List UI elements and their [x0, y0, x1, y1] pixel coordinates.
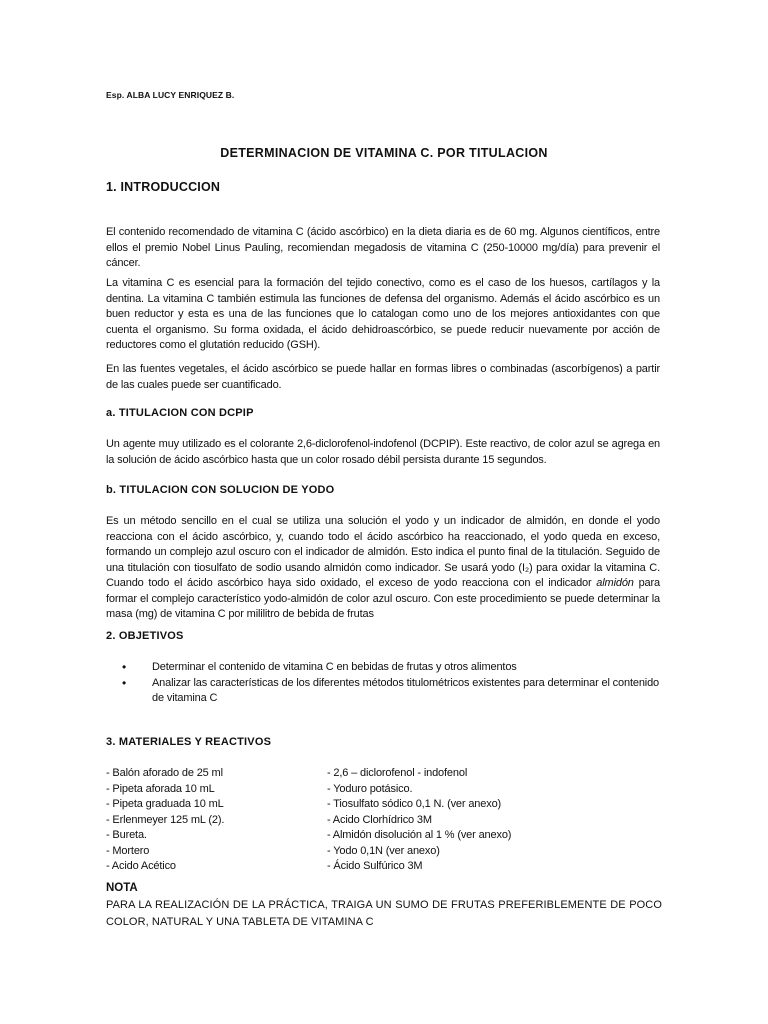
intro-paragraph-3: En las fuentes vegetales, el ácido ascórbico se puede hallar en formas libres o combinadas (ascorbígenos) a partir de las cuales puede ser cuantificado. — [106, 363, 660, 391]
yodo-paragraph-part2: para formar el complejo característico yodo-almidón de color azul oscuro. Con este procedimiento se puede determinar la masa (mg) de vitamina C por mililitro de bebida de frutas — [106, 577, 660, 620]
yodo-paragraph-italic: almidón — [596, 577, 634, 589]
heading-titulacion-yodo: b. TITULACION CON SOLUCION DE YODO — [106, 484, 335, 496]
heading-titulacion-dcpip: a. TITULACION CON DCPIP — [106, 407, 254, 419]
list-item: - Acido Acético — [106, 860, 176, 872]
list-item: - Tiosulfato sódico 0,1 N. (ver anexo) — [327, 798, 502, 810]
intro-paragraph-2: La vitamina C es esencial para la formación del tejido conectivo, como es el caso de los huesos, cartílagos y la dentina. La vitamina C también estimula las funciones de defensa del organismo. Además el ácido ascórbico es un buen reductor y esta es una de las funciones que lo catalogan como uno de los mejores antioxidantes con que cuenta el organismo. Su forma oxidada, el ácido dehidroascórbico, se puede reducir nuevamente por acción de reductores como el glutatión reducido (GSH). — [106, 277, 660, 351]
nota-heading: NOTA — [106, 882, 138, 894]
heading-objetivos: 2. OBJETIVOS — [106, 630, 184, 642]
yodo-paragraph — [106, 514, 660, 623]
list-item: - Ácido Sulfúrico 3M — [327, 860, 423, 872]
list-item: - Acido Clorhídrico 3M — [327, 813, 432, 826]
list-item: - Bureta. — [106, 829, 147, 841]
list-item: - Yoduro potásico. — [327, 782, 413, 795]
nota-text: PARA LA REALIZACIÓN DE LA PRÁCTICA, TRAIGA UN SUMO DE FRUTAS PREFERIBLEMENTE DE POCO COLOR, NATURAL Y UNA TABLETA DE VITAMINA C — [106, 899, 662, 928]
materiales-list — [106, 766, 224, 875]
list-item: - Pipeta aforada 10 mL — [106, 782, 215, 795]
dcpip-paragraph: Un agente muy utilizado es el colorante 2,6-diclorofenol-indofenol (DCPIP). Este reactivo, de color azul se agrega en la solución de ácido ascórbico hasta que un color rosado débil persista durante 15 segundos. — [106, 438, 660, 466]
list-item: - 2,6 – diclorofenol - indofenol — [327, 767, 468, 779]
yodo-paragraph-part1: Es un método sencillo en el cual se utiliza una solución el yodo y un indicador de almidón, en donde el yodo reacciona con el ácido ascórbico, y, cuando todo el ácido ascórbico ha reaccionado, el yodo queda en exceso, formando un complejo azul oscuro con el indicador de almidón. Esto indica el punto final de la titulación. Seguido de una titulación con tiosulfato de sodio usando almidón como indicador. Se usará yodo (I₂) para oxidar la vitamina C. Cuando todo el ácido ascórbico haya sido oxidado, el exceso de yodo reacciona con el indicador — [106, 515, 660, 589]
list-item: - Erlenmeyer 125 mL (2). — [106, 813, 225, 826]
list-item: - Balón aforado de 25 ml — [106, 767, 223, 779]
list-item: - Mortero — [106, 844, 150, 857]
list-item: - Yodo 0,1N (ver anexo) — [327, 844, 440, 857]
intro-paragraph-1: El contenido recomendado de vitamina C (ácido ascórbico) en la dieta diaria es de 60 mg. Algunos científicos, entre ellos el premio Nobel Linus Pauling, recomiendan megadosis de vitamina C (250-10000 mg/día) para prevenir el cáncer. — [106, 226, 660, 269]
list-item: • Determinar el contenido de vitamina C en bebidas de frutas y otros alimentos — [122, 660, 662, 676]
heading-introduccion: 1. INTRODUCCION — [106, 180, 221, 194]
list-item: - Almidón disolución al 1 % (ver anexo) — [327, 829, 512, 841]
author-name: Esp. ALBA LUCY ENRIQUEZ B. — [106, 90, 235, 100]
reactivos-list — [327, 766, 511, 875]
objetivos-list — [122, 660, 662, 707]
list-item: • Analizar las características de los diferentes métodos titulométricos existentes para determinar el contenido de vitamina C — [122, 676, 662, 707]
list-item: - Pipeta graduada 10 mL — [106, 798, 224, 810]
document-title: DETERMINACION DE VITAMINA C. POR TITULACION — [220, 146, 548, 160]
heading-materiales: 3. MATERIALES Y REACTIVOS — [106, 736, 272, 748]
